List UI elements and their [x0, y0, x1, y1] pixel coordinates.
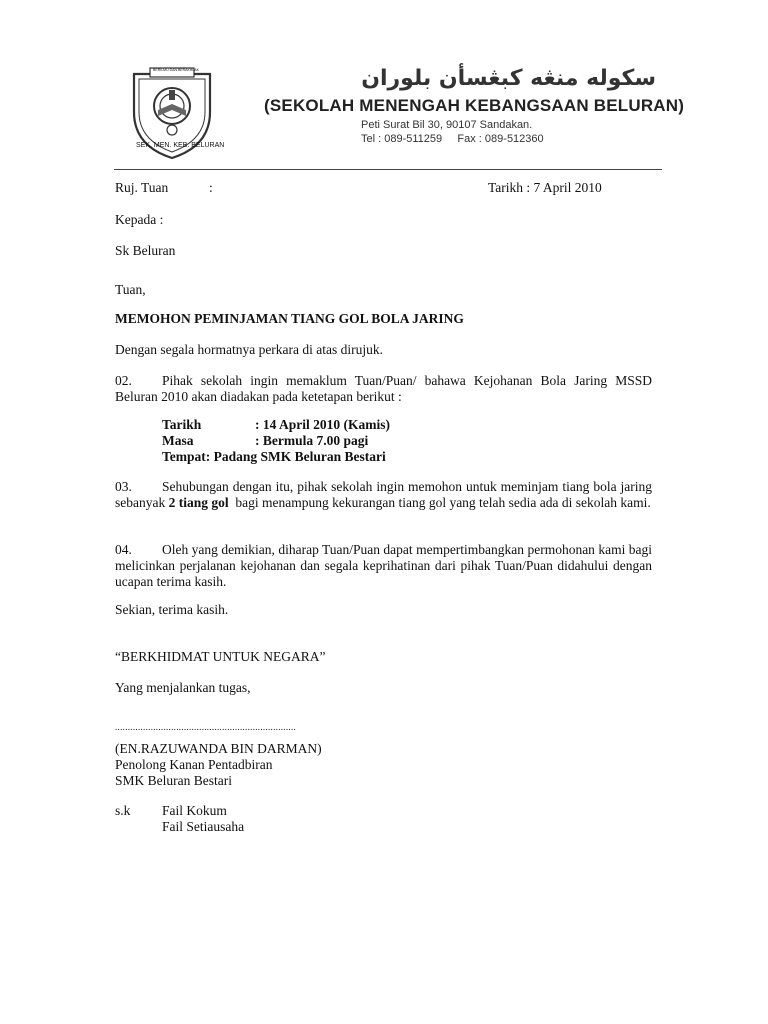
school-contact: Tel : 089-511259 Fax : 089-512360 [361, 133, 544, 145]
closing-line: Sekian, terima kasih. [115, 602, 229, 617]
paragraph-03-number: 03. [115, 479, 132, 494]
school-name: (SEKOLAH MENENGAH KEBANGSAAN BELURAN) [264, 96, 685, 115]
detail-key: Tarikh [162, 417, 202, 432]
paragraph-04-number: 04. [115, 542, 132, 557]
cc-label: s.k [115, 803, 131, 818]
paragraph-03-text: Sehubungan dengan itu, pihak sekolah ingin memohon untuk meminjam tiang bola jaring sebanyak [115, 479, 652, 510]
paragraph-04-text: Oleh yang demikian, diharap Tuan/Puan dapat mempertimbangkan permohonan kami bagi melicinkan perjalanan kejohanan dan segala keprihatinan dari pihak Tuan/Puan didahului dengan ucapan terima kasih. [115, 542, 652, 589]
letterhead-divider [114, 169, 662, 170]
cc-item: Fail Kokum [162, 803, 227, 818]
cc-item: Fail Setiausaha [162, 819, 245, 834]
signatory-name: (EN.RAZUWANDA BIN DARMAN) [115, 741, 322, 756]
paragraph-04 [115, 542, 652, 590]
paragraph-03-text-end: bagi menampung kekurangan tiang gol yang telah sedia ada di sekolah kami. [228, 495, 651, 510]
signatory-position: Penolong Kanan Pentadbiran [115, 757, 273, 772]
school-address: Peti Surat Bil 30, 90107 Sandakan. [361, 119, 533, 131]
reference-label: Ruj. Tuan [115, 180, 169, 195]
recipient-name: Sk Beluran [115, 243, 176, 258]
paragraph-02 [115, 373, 652, 405]
crest-ring-text: SEK. MEN. KEB. BELURAN [136, 142, 225, 149]
paragraph-03-bold: 2 tiang gol [168, 495, 229, 510]
paragraph-02-text: Pihak sekolah ingin memaklum Tuan/Puan/ bahawa Kejohanan Bola Jaring MSSD Beluran 2010 akan diadakan pada ketetapan berikut : [115, 373, 652, 404]
salutation: Tuan, [115, 282, 146, 297]
letter-date: Tarikh : 7 April 2010 [488, 180, 602, 195]
intro-paragraph: Dengan segala hormatnya perkara di atas dirujuk. [115, 342, 384, 357]
event-details [162, 417, 390, 465]
detail-value: : Bermula 7.00 pagi [255, 433, 369, 448]
school-name-jawi: سكوله منڠه كبڠسأن بلوران [361, 66, 656, 91]
paragraph-02-number: 02. [115, 373, 132, 388]
motto: “BERKHIDMAT UNTUK NEGARA” [115, 649, 326, 664]
detail-venue: Tempat: Padang SMK Beluran Bestari [162, 449, 386, 464]
detail-row-venue [162, 449, 390, 465]
detail-key: Masa [162, 433, 194, 448]
detail-row-date [162, 417, 390, 433]
signatory-school: SMK Beluran Bestari [115, 773, 232, 788]
detail-value: : 14 April 2010 (Kamis) [255, 417, 390, 432]
letter-subject: MEMOHON PEMINJAMAN TIANG GOL BOLA JARING [115, 311, 464, 326]
recipient-label: Kepada : [115, 212, 164, 227]
paragraph-03 [115, 479, 652, 511]
signature-dots: ....................................................................... [115, 722, 297, 732]
detail-row-time [162, 433, 390, 449]
crest-ribbon-text: BERILMU DAN BERAKHLAK [153, 68, 199, 72]
reference-colon: : [209, 180, 213, 195]
duty-line: Yang menjalankan tugas, [115, 680, 251, 695]
letterhead [114, 56, 685, 168]
